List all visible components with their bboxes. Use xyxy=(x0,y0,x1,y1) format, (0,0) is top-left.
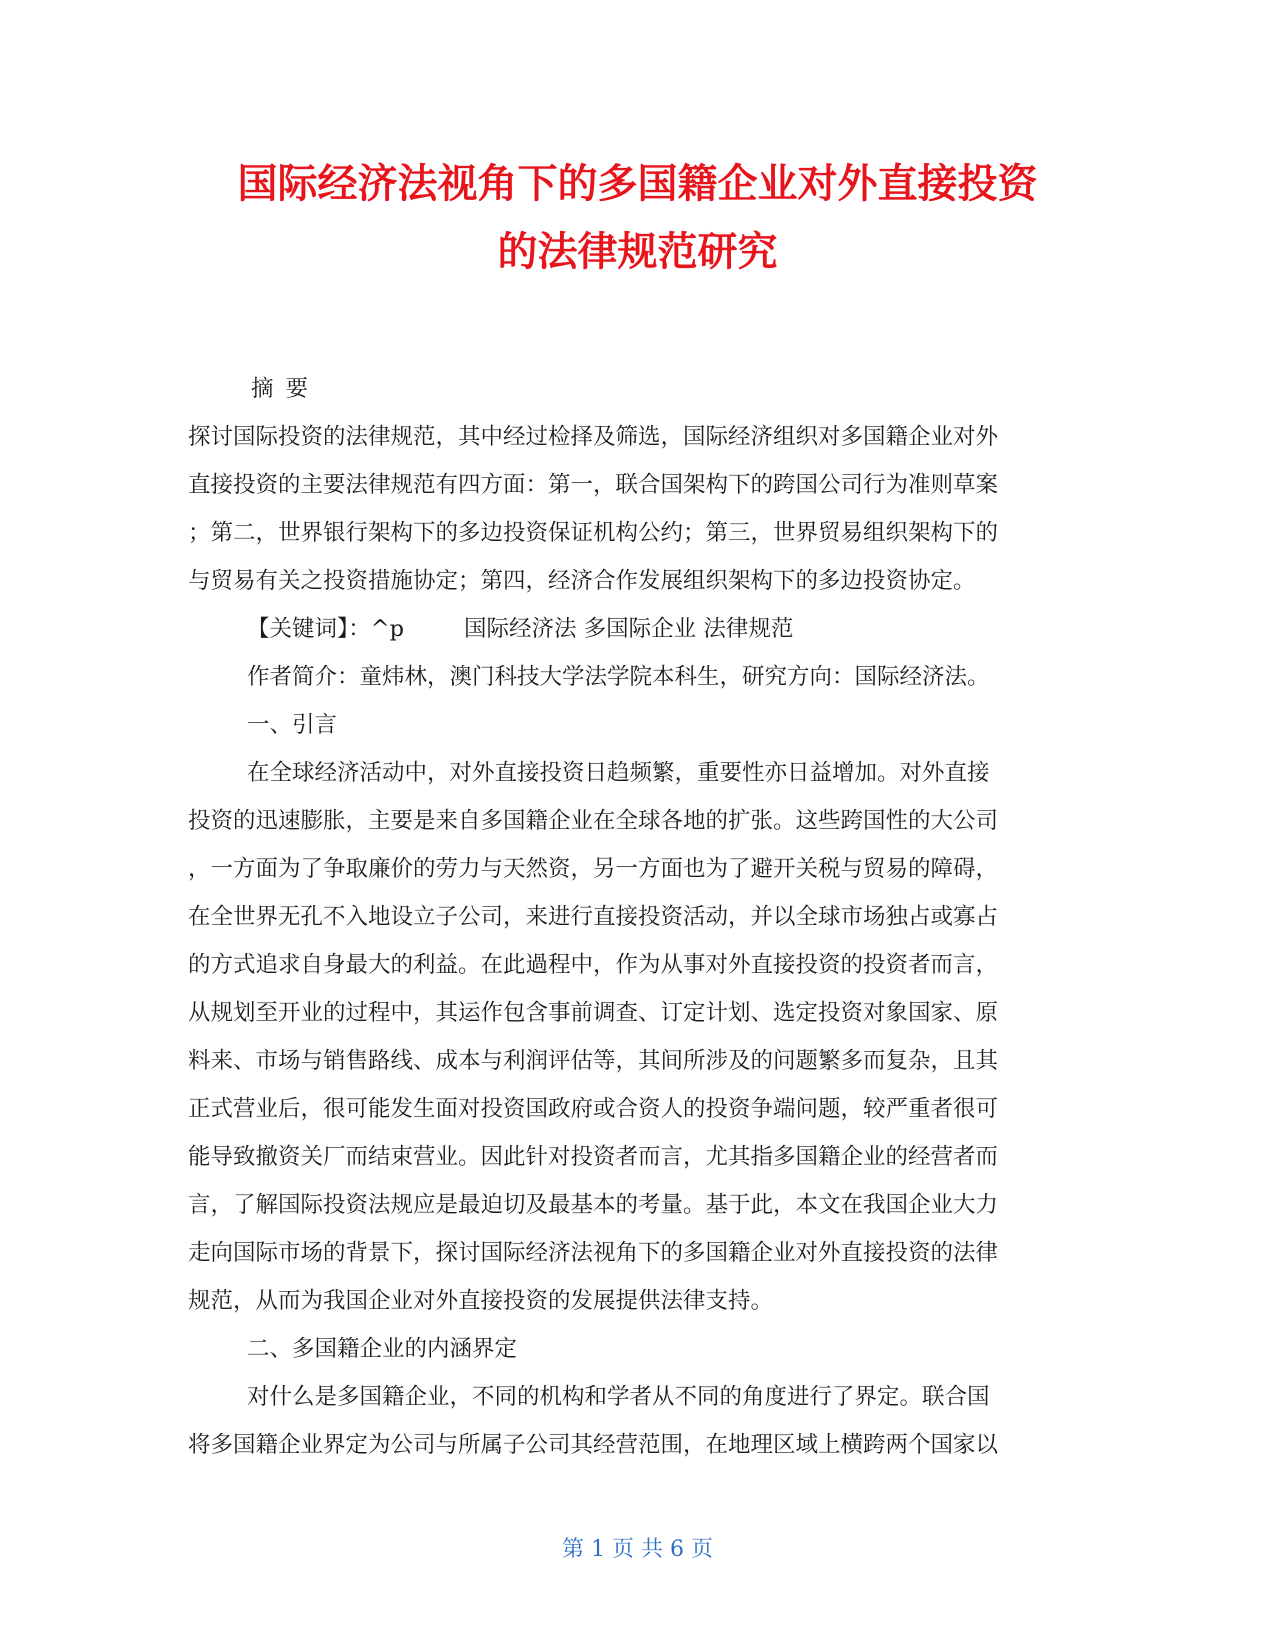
body-line: 规范，从而为我国企业对外直接投资的发展提供法律支持。 xyxy=(188,1288,774,1314)
author-info: 作者简介：童炜林，澳门科技大学法学院本科生，研究方向：国际经济法。 xyxy=(247,664,990,690)
abstract-heading xyxy=(188,365,1088,413)
abstract-label: 摘要 xyxy=(251,376,321,402)
title-line-1: 国际经济法视角下的多国籍企业对外直接投资 xyxy=(237,161,1038,207)
body-line: 走向国际市场的背景下，探讨国际经济法视角下的多国籍企业对外直接投资的法律 xyxy=(188,1240,999,1266)
abstract-line: 直接投资的主要法律规范有四方面：第一，联合国架构下的跨国公司行为准则草案 xyxy=(188,472,999,498)
body-line: 在全世界无孔不入地设立子公司，来进行直接投资活动，并以全球市场独占或寡占 xyxy=(188,904,999,930)
section-1-heading xyxy=(188,701,1088,749)
body-line: ，一方面为了争取廉价的劳力与天然资，另一方面也为了避开关税与贸易的障碍， xyxy=(188,856,999,882)
keywords-paragraph xyxy=(188,605,1088,653)
section-1-paragraph xyxy=(188,749,1088,1325)
document-title xyxy=(140,150,1135,286)
body-line: 的方式追求自身最大的利益。在此過程中，作为从事对外直接投资的投资者而言， xyxy=(188,952,999,978)
body-line: 从规划至开业的过程中，其运作包含事前调查、订定计划、选定投资对象国家、原 xyxy=(188,1000,999,1026)
body-line: 能导致撤资关厂而结束营业。因此针对投资者而言，尤其指多国籍企业的经营者而 xyxy=(188,1144,999,1170)
section-2-heading xyxy=(188,1325,1088,1373)
body-line: 对什么是多国籍企业，不同的机构和学者从不同的角度进行了界定。联合国 xyxy=(247,1384,990,1410)
body-line: 将多国籍企业界定为公司与所属子公司其经营范围，在地理区域上横跨两个国家以 xyxy=(188,1432,999,1458)
page-number-footer: 第 1 页 共 6 页 xyxy=(562,1537,713,1562)
body-line: 言，了解国际投资法规应是最迫切及最基本的考量。基于此，本文在我国企业大力 xyxy=(188,1192,999,1218)
abstract-line: 探讨国际投资的法律规范，其中经过检择及筛选，国际经济组织对多国籍企业对外 xyxy=(188,424,999,450)
abstract-paragraph xyxy=(188,413,1088,605)
body-line: 正式营业后，很可能发生面对投资国政府或合资人的投资争端问题，较严重者很可 xyxy=(188,1096,999,1122)
abstract-line: 与贸易有关之投资措施协定；第四，经济合作发展组织架构下的多边投资协定。 xyxy=(188,568,976,594)
document-body xyxy=(188,365,1088,1469)
keywords-label: 【关键词】：^p xyxy=(247,616,405,642)
abstract-line: ；第二，世界银行架构下的多边投资保证机构公约；第三，世界贸易组织架构下的 xyxy=(188,520,999,546)
section-heading: 二、多国籍企业的内涵界定 xyxy=(247,1336,518,1362)
section-heading: 一、引言 xyxy=(247,712,338,738)
author-paragraph xyxy=(188,653,1088,701)
keywords-values: 国际经济法 多国际企业 法律规范 xyxy=(464,616,794,642)
body-line: 在全球经济活动中，对外直接投资日趋频繁，重要性亦日益增加。对外直接 xyxy=(247,760,990,786)
section-2-paragraph xyxy=(188,1373,1088,1469)
body-line: 投资的迅速膨胀，主要是来自多国籍企业在全球各地的扩张。这些跨国性的大公司 xyxy=(188,808,999,834)
title-line-2: 的法律规范研究 xyxy=(497,229,778,275)
body-line: 料来、市场与销售路线、成本与利润评估等，其间所涉及的问题繁多而复杂，且其 xyxy=(188,1048,999,1074)
